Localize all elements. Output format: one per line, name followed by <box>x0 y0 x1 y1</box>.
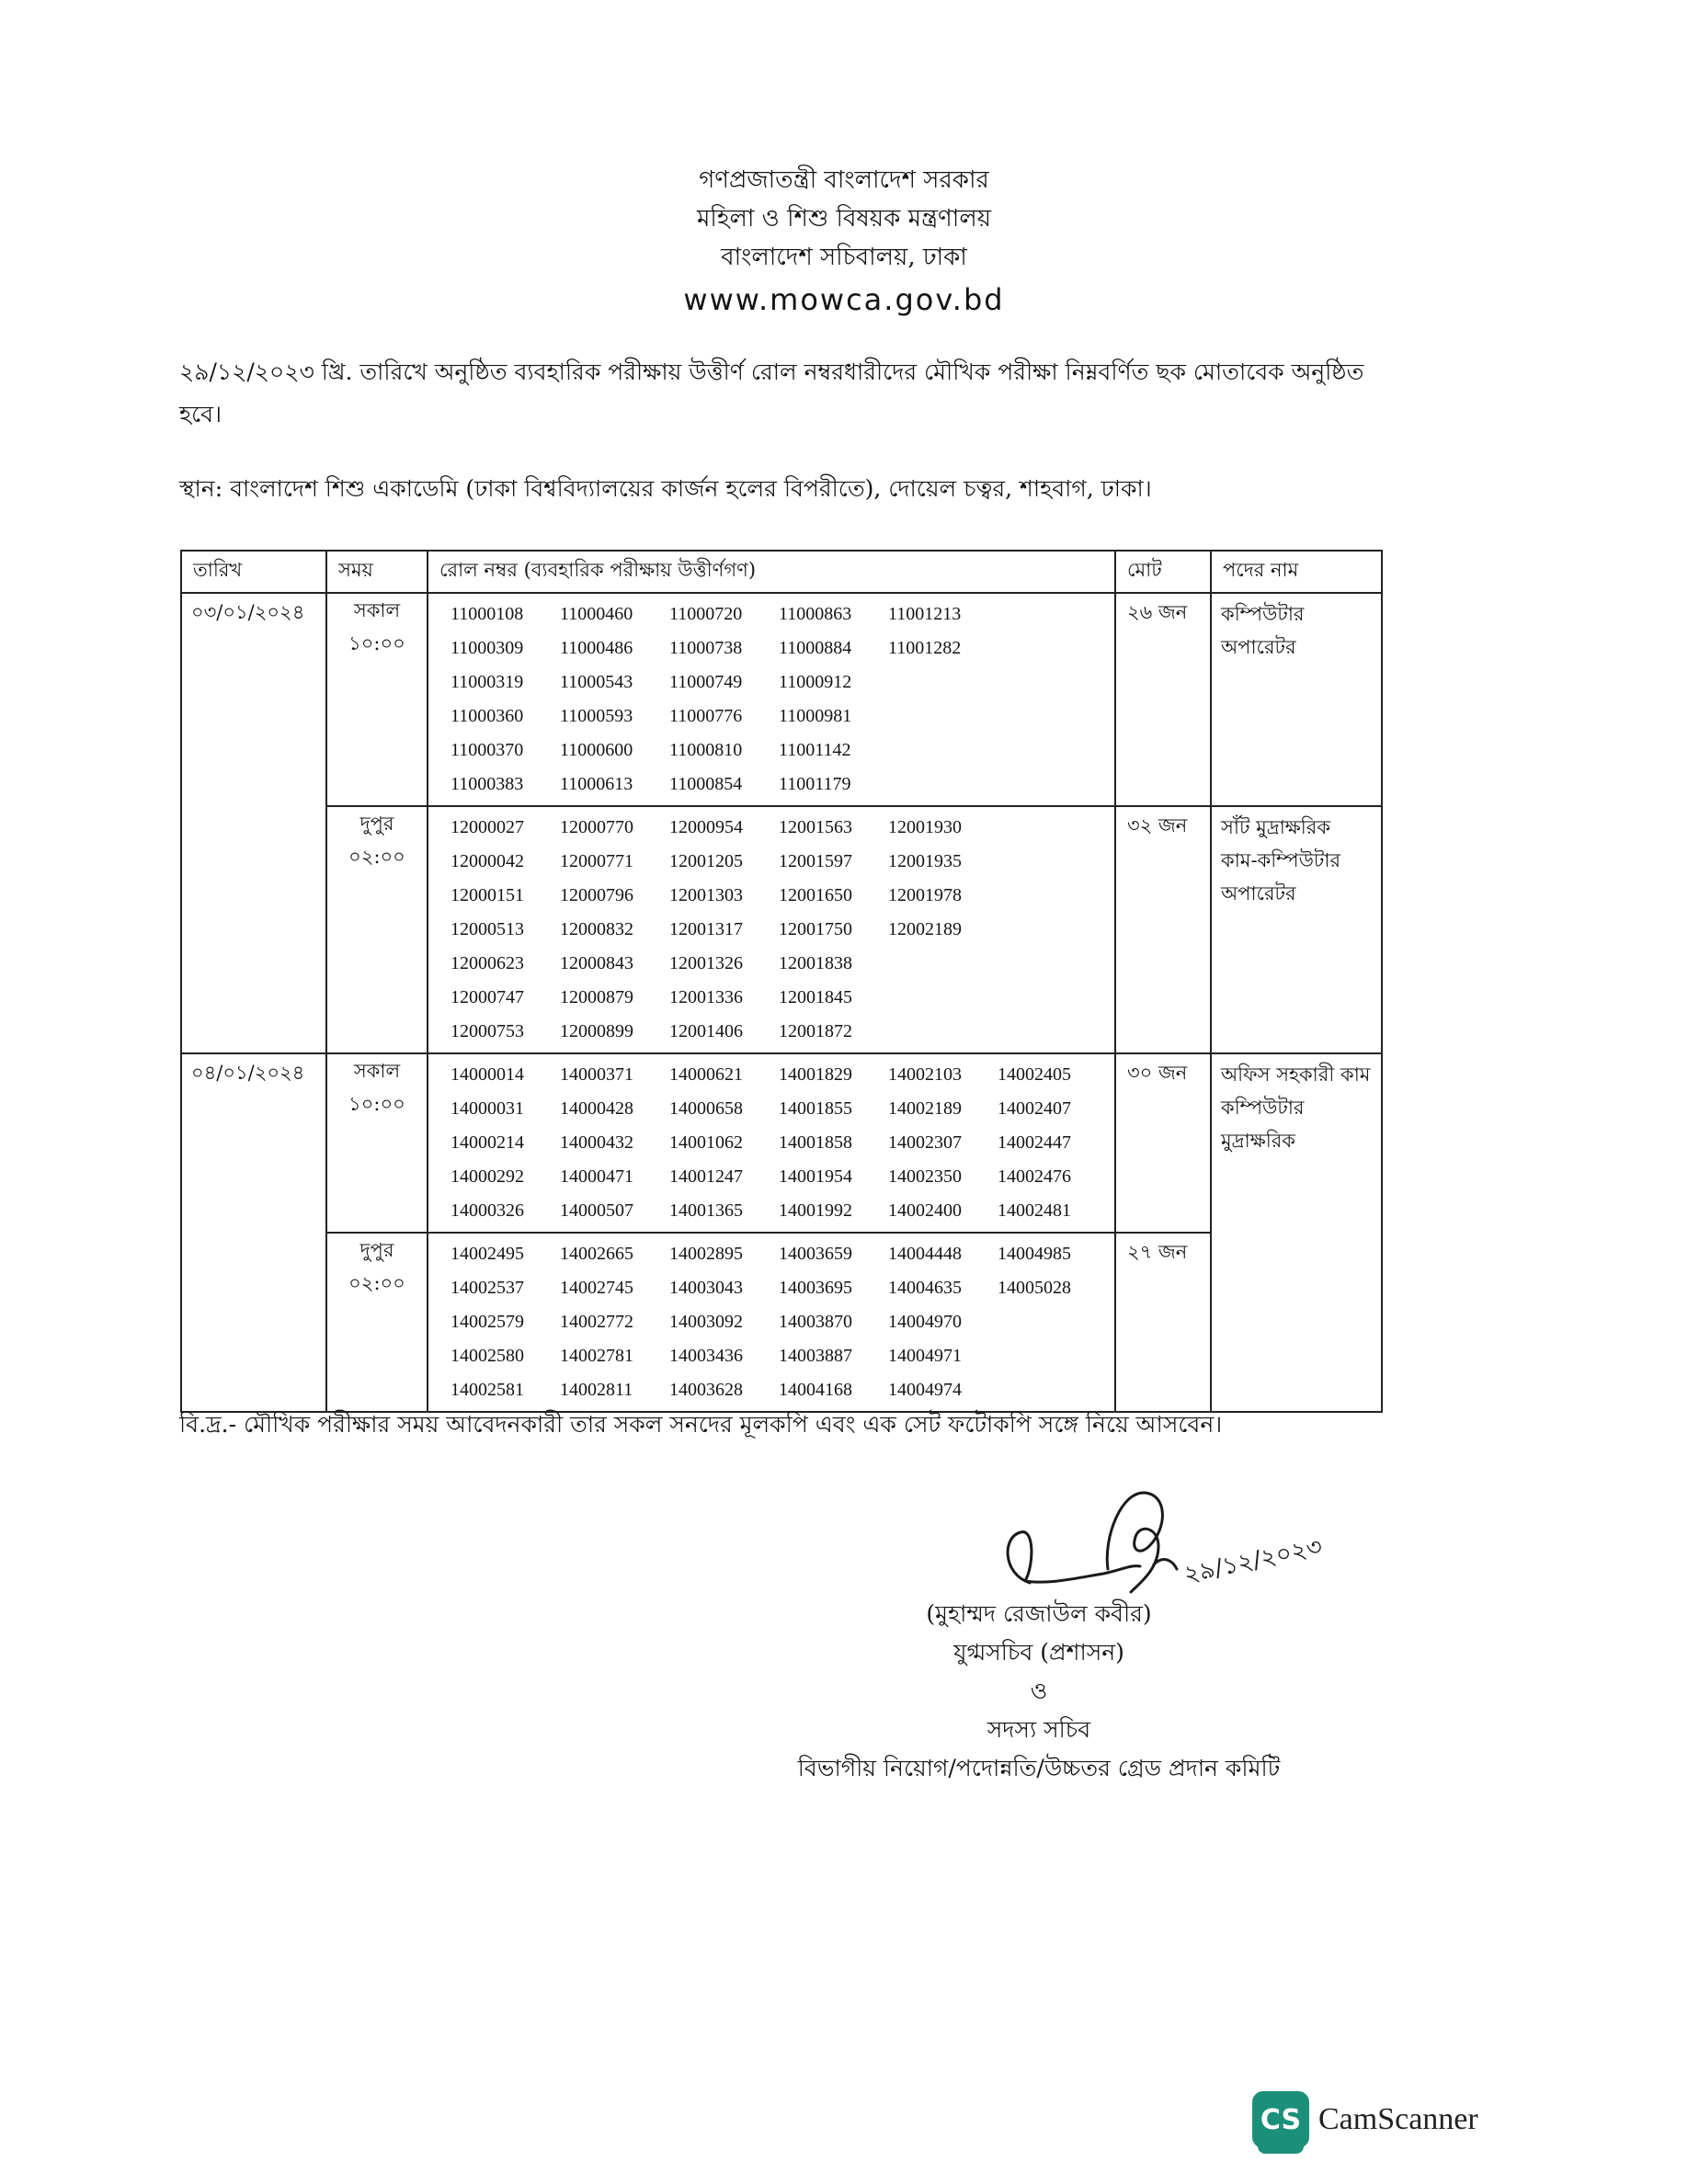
session-total: ৩২ জন <box>1115 806 1211 1053</box>
roll-number: 14000658 <box>669 1098 743 1119</box>
roll-number: 11000738 <box>669 638 743 658</box>
roll-number: 12001317 <box>669 919 743 939</box>
svg-text:২৯/১২/২০২৩: ২৯/১২/২০২৩ <box>1181 1532 1324 1589</box>
roll-number: 12000879 <box>560 987 633 1007</box>
roll-number: 12001205 <box>669 851 743 871</box>
signatory-name: (মুহাম্মদ রেজাউল কবীর) <box>926 1600 1152 1627</box>
session-total: ২৬ জন <box>1115 593 1211 806</box>
roll-number <box>998 1015 1107 1049</box>
session-time-label: সকাল <box>353 599 401 621</box>
roll-number <box>888 665 998 700</box>
roll-number <box>998 845 1107 879</box>
roll-number-grid <box>451 811 1114 1049</box>
roll-number: 12000843 <box>560 953 633 973</box>
roll-number: 11000613 <box>560 774 633 794</box>
table-header-row <box>181 551 1382 593</box>
roll-number: 12001563 <box>779 817 852 837</box>
session-time <box>326 1053 428 1233</box>
table-row <box>181 1053 1382 1233</box>
roll-number: 12001406 <box>669 1021 743 1041</box>
roll-number: 14004974 <box>888 1380 962 1400</box>
roll-number: 12001750 <box>779 919 852 939</box>
roll-number: 11000863 <box>779 604 852 624</box>
roll-number: 12001872 <box>779 1021 852 1041</box>
roll-number: 14001365 <box>669 1200 743 1221</box>
roll-number: 12001650 <box>779 885 852 905</box>
roll-number: 12000747 <box>451 987 524 1007</box>
roll-number: 14002811 <box>560 1380 633 1400</box>
roll-number <box>998 947 1107 981</box>
camscanner-logo-icon: CS <box>1252 2091 1309 2148</box>
roll-number: 14001829 <box>779 1064 852 1085</box>
roll-number: 14001858 <box>779 1132 852 1153</box>
roll-number: 14002103 <box>888 1064 962 1085</box>
roll-number: 11000319 <box>451 672 524 692</box>
roll-number <box>998 631 1107 665</box>
roll-number: 12001845 <box>779 987 852 1007</box>
roll-number: 14003628 <box>669 1380 743 1400</box>
roll-number: 11000460 <box>560 604 633 624</box>
signatory-conjunction: ও <box>1030 1678 1048 1704</box>
roll-number <box>998 768 1107 802</box>
roll-number: 14001247 <box>669 1166 743 1187</box>
roll-number <box>998 700 1107 734</box>
roll-number: 14002665 <box>560 1244 633 1264</box>
intro-paragraph: ২৯/১২/২০২৩ খ্রি. তারিখে অনুষ্ঠিত ব্যবহারিক পরীক্ষায় উত্তীর্ণ রোল নম্বরধারীদের মৌখিক পরীক্ষা নিম্নবর্ণিত ছক মোতাবেক অনুষ্ঠিত হবে। <box>179 358 1364 427</box>
roll-number: 14002745 <box>560 1278 633 1298</box>
post-name: কম্পিউটার অপারেটর <box>1211 593 1382 806</box>
header-date: তারিখ <box>181 551 326 593</box>
roll-number: 14000507 <box>560 1200 633 1221</box>
roll-numbers-cell <box>428 593 1115 806</box>
roll-number: 11000370 <box>451 740 524 760</box>
roll-number: 12000771 <box>560 851 633 871</box>
session-time-value: ১০:০০ <box>348 632 405 654</box>
roll-number: 14004635 <box>888 1278 962 1298</box>
roll-number: 12000042 <box>451 851 524 871</box>
roll-number: 14000292 <box>451 1166 524 1187</box>
roll-number: 14003870 <box>779 1312 852 1332</box>
roll-number: 12001326 <box>669 953 743 973</box>
roll-number: 11000912 <box>779 672 852 692</box>
roll-number: 14001855 <box>779 1098 852 1119</box>
roll-number: 11000749 <box>669 672 743 692</box>
roll-number: 14002481 <box>998 1200 1071 1221</box>
roll-number: 11000600 <box>560 740 633 760</box>
roll-number: 14004168 <box>779 1380 852 1400</box>
session-total: ২৭ জন <box>1115 1233 1211 1412</box>
roll-number: 12000027 <box>451 817 524 837</box>
roll-number: 14002400 <box>888 1200 962 1221</box>
roll-number: 14002537 <box>451 1278 524 1298</box>
roll-number: 12000899 <box>560 1021 633 1041</box>
roll-number-grid <box>451 597 1114 802</box>
roll-number: 14002350 <box>888 1166 962 1187</box>
roll-number <box>888 768 998 802</box>
roll-number: 14001954 <box>779 1166 852 1187</box>
roll-number: 14002189 <box>888 1098 962 1119</box>
header-rolls: রোল নম্বর (ব্যবহারিক পরীক্ষায় উত্তীর্ণগণ) <box>428 551 1115 593</box>
roll-number: 11000383 <box>451 774 524 794</box>
roll-number <box>888 700 998 734</box>
venue-line: স্থান: বাংলাদেশ শিশু একাডেমি (ঢাকা বিশ্ববিদ্যালয়ের কার্জন হলের বিপরীতে), দোয়েল চত্বর, শাহবাগ, ঢাকা। <box>179 475 1152 502</box>
session-time-value: ১০:০০ <box>348 1093 405 1115</box>
roll-number: 14002476 <box>998 1166 1071 1187</box>
roll-number <box>998 1373 1107 1407</box>
roll-number <box>888 734 998 768</box>
camscanner-watermark <box>1252 2091 1478 2148</box>
roll-number <box>998 811 1107 845</box>
post-name: সাঁট মুদ্রাক্ষরিক কাম-কম্পিউটার অপারেটর <box>1211 806 1382 1053</box>
roll-number <box>998 665 1107 700</box>
committee-name: বিভাগীয় নিয়োগ/পদোন্নতি/উচ্চতর গ্রেড প্রদান কমিটি <box>797 1755 1281 1781</box>
note-paragraph: বি.দ্র.- মৌখিক পরীক্ষার সময় আবেদনকারী তার সকল সনদের মূলকপি এবং এক সেট ফটোকপি সঙ্গে নিয়ে আসবেন। <box>179 1411 1223 1438</box>
roll-number <box>998 879 1107 913</box>
roll-number: 14002307 <box>888 1132 962 1153</box>
roll-number: 14000621 <box>669 1064 743 1085</box>
roll-number: 11000309 <box>451 638 524 658</box>
roll-number: 12001930 <box>888 817 962 837</box>
exam-date: ০৩/০১/২০২৪ <box>181 593 326 1053</box>
roll-number: 11000854 <box>669 774 743 794</box>
roll-number: 11000360 <box>451 706 524 726</box>
roll-number: 11001282 <box>888 638 962 658</box>
roll-number: 14000428 <box>560 1098 633 1119</box>
session-time-label: সকাল <box>353 1060 401 1082</box>
office-address: বাংলাদেশ সচিবালয়, ঢাকা <box>721 244 967 271</box>
roll-number: 14002405 <box>998 1064 1071 1085</box>
roll-number: 12001978 <box>888 885 962 905</box>
roll-number: 14003695 <box>779 1278 852 1298</box>
roll-number: 12001597 <box>779 851 852 871</box>
roll-number: 14002407 <box>998 1098 1071 1119</box>
handwritten-signature <box>993 1482 1324 1605</box>
header-post: পদের নাম <box>1211 551 1382 593</box>
roll-number: 14000432 <box>560 1132 633 1153</box>
roll-number: 12000832 <box>560 919 633 939</box>
roll-number: 12000954 <box>669 817 743 837</box>
roll-numbers-cell <box>428 806 1115 1053</box>
session-time <box>326 1233 428 1412</box>
roll-numbers-cell <box>428 1053 1115 1233</box>
roll-numbers-cell <box>428 1233 1115 1412</box>
roll-number: 11000543 <box>560 672 633 692</box>
roll-number: 12001336 <box>669 987 743 1007</box>
roll-number: 14005028 <box>998 1278 1071 1298</box>
roll-number: 12001838 <box>779 953 852 973</box>
roll-number: 14003092 <box>669 1312 743 1332</box>
session-time <box>326 593 428 806</box>
roll-number <box>998 913 1107 947</box>
roll-number: 12000513 <box>451 919 524 939</box>
roll-number: 14002772 <box>560 1312 633 1332</box>
letterhead <box>0 161 1688 323</box>
roll-number: 12001935 <box>888 851 962 871</box>
session-time-label: দুপুর <box>359 813 394 835</box>
header-time: সময় <box>326 551 428 593</box>
roll-number: 14004971 <box>888 1346 962 1366</box>
roll-number: 14002581 <box>451 1380 524 1400</box>
roll-number: 14003659 <box>779 1244 852 1264</box>
roll-number <box>998 1305 1107 1339</box>
roll-number <box>888 981 998 1015</box>
roll-number: 14002781 <box>560 1346 633 1366</box>
roll-number: 14002579 <box>451 1312 524 1332</box>
roll-number: 14002495 <box>451 1244 524 1264</box>
roll-number: 14000014 <box>451 1064 524 1085</box>
roll-number: 12000753 <box>451 1021 524 1041</box>
roll-number: 11001213 <box>888 604 962 624</box>
roll-number: 14001992 <box>779 1200 852 1221</box>
roll-number: 14000471 <box>560 1166 633 1187</box>
roll-number: 14000326 <box>451 1200 524 1221</box>
roll-number: 11000810 <box>669 740 743 760</box>
roll-number: 11000776 <box>669 706 743 726</box>
roll-number: 14002580 <box>451 1346 524 1366</box>
camscanner-brand: CamScanner <box>1318 2102 1478 2136</box>
session-time-value: ০২:০০ <box>348 846 405 868</box>
roll-number: 14000371 <box>560 1064 633 1085</box>
roll-number-grid <box>451 1237 1114 1407</box>
session-time-value: ০২:০০ <box>348 1272 405 1294</box>
roll-number: 11001179 <box>779 774 851 794</box>
ministry-name: মহিলা ও শিশু বিষয়ক মন্ত্রণালয় <box>696 205 992 233</box>
session-time <box>326 806 428 1053</box>
post-name: অফিস সহকারী কাম কম্পিউটার মুদ্রাক্ষরিক <box>1211 1053 1382 1412</box>
roll-number <box>888 1015 998 1049</box>
roll-number: 14004970 <box>888 1312 962 1332</box>
website-url: www.mowca.gov.bd <box>683 282 1005 317</box>
header-total: মোট <box>1115 551 1211 593</box>
exam-date: ০৪/০১/২০২৪ <box>181 1053 326 1412</box>
roll-number: 11000720 <box>669 604 743 624</box>
roll-number: 12000796 <box>560 885 633 905</box>
signatory-title: যুগ্মসচিব (প্রশাসন) <box>953 1639 1124 1666</box>
roll-number: 14002895 <box>669 1244 743 1264</box>
table-row <box>181 593 1382 806</box>
roll-number: 14000031 <box>451 1098 524 1119</box>
signatory-role: সদস্য সচিব <box>987 1716 1091 1743</box>
roll-number: 11001142 <box>779 740 851 760</box>
roll-number: 14003436 <box>669 1346 743 1366</box>
table-row <box>181 1233 1382 1412</box>
roll-number: 14003887 <box>779 1346 852 1366</box>
roll-number: 14004448 <box>888 1244 962 1264</box>
roll-number <box>888 947 998 981</box>
session-total: ৩০ জন <box>1115 1053 1211 1233</box>
table-row <box>181 806 1382 1053</box>
roll-number <box>998 981 1107 1015</box>
signatory-block <box>736 1595 1342 1788</box>
roll-number: 14003043 <box>669 1278 743 1298</box>
roll-number: 12000623 <box>451 953 524 973</box>
roll-number: 12000770 <box>560 817 633 837</box>
roll-number: 11000884 <box>779 638 852 658</box>
roll-number: 12000151 <box>451 885 524 905</box>
roll-number-grid <box>451 1058 1114 1228</box>
roll-number: 14002447 <box>998 1132 1071 1153</box>
government-name: গণপ্রজাতন্ত্রী বাংলাদেশ সরকার <box>699 166 989 194</box>
roll-number: 14004985 <box>998 1244 1071 1264</box>
roll-number: 14001062 <box>669 1132 743 1153</box>
roll-number: 11000981 <box>779 706 852 726</box>
roll-number: 11000486 <box>560 638 633 658</box>
roll-number: 11000108 <box>451 604 524 624</box>
roll-number <box>998 597 1107 631</box>
roll-number: 12002189 <box>888 919 962 939</box>
session-time-label: দুপুর <box>359 1239 394 1261</box>
roll-number <box>998 1339 1107 1373</box>
roll-number <box>998 734 1107 768</box>
roll-number: 11000593 <box>560 706 633 726</box>
roll-number: 12001303 <box>669 885 743 905</box>
viva-schedule-table <box>180 550 1383 1413</box>
roll-number: 14000214 <box>451 1132 524 1153</box>
